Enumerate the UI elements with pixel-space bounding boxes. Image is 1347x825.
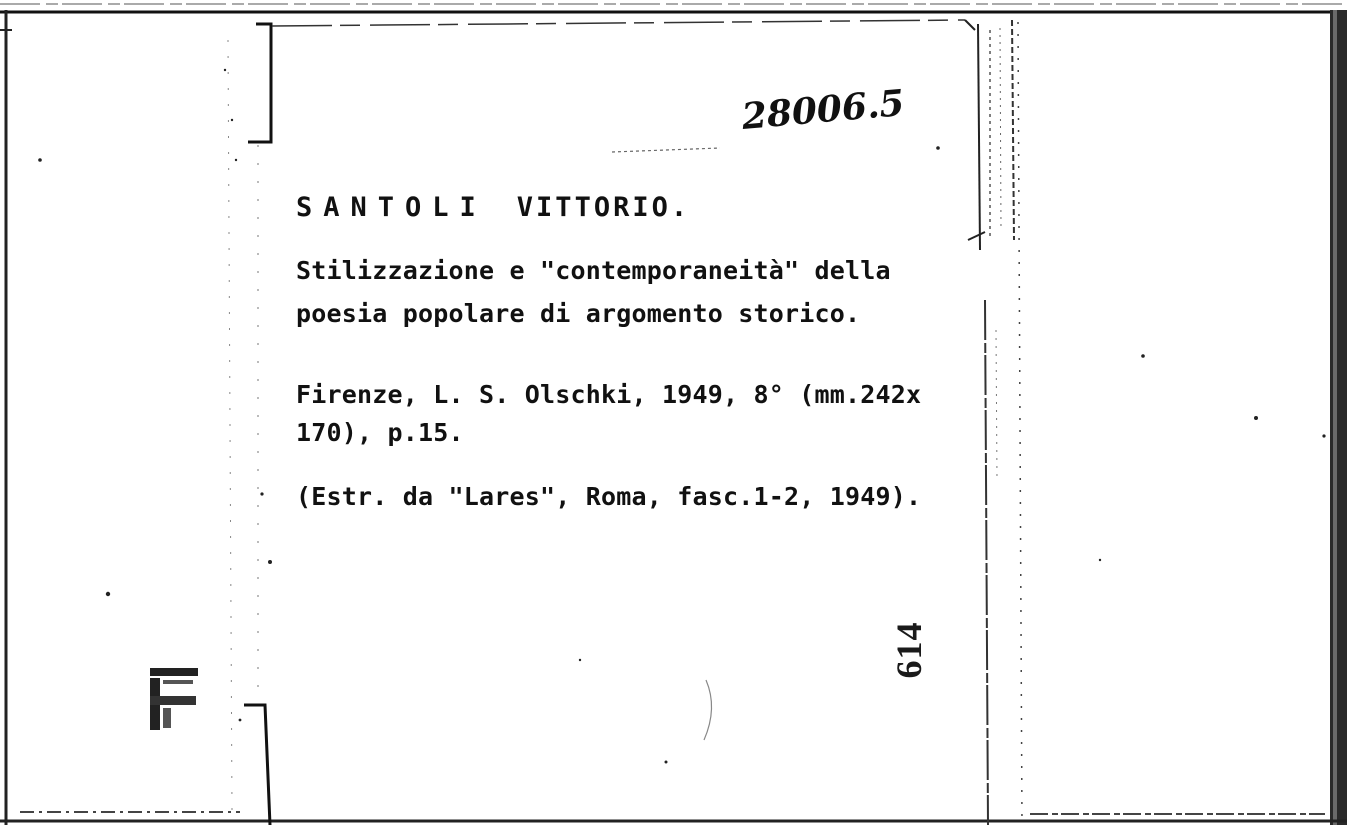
- title-line: poesia popolare di argomento storico.: [296, 299, 861, 328]
- imprint-line: Firenze, L. S. Olschki, 1949, 8° (mm.242x: [296, 380, 922, 409]
- faint-arc: [704, 680, 712, 740]
- right-border-texture: [1330, 10, 1347, 825]
- lower-left-print-mark: [150, 668, 198, 730]
- author-surname: SANTOLI: [296, 192, 487, 223]
- card-bracket-bottom: [244, 705, 270, 825]
- card-right-edge-lower: [985, 300, 988, 825]
- author-given-name: VITTORIO.: [516, 192, 691, 223]
- author-heading: [296, 192, 690, 223]
- card-top-edge: [272, 20, 965, 26]
- handwritten-accession-number: 28006.5: [740, 81, 907, 138]
- scan-specks: [38, 69, 1325, 764]
- shelf-mark: 614: [889, 621, 929, 679]
- imprint-line: 170), p.15.: [296, 418, 464, 447]
- card-right-strip: [975, 20, 1015, 250]
- left-panel-edge: [228, 40, 232, 810]
- dotted-rule: [612, 148, 720, 152]
- title-line: Stilizzazione e "contemporaneità" della: [296, 256, 891, 285]
- right-border-texture-light: [1333, 10, 1337, 825]
- extract-note: (Estr. da "Lares", Roma, fasc.1-2, 1949).: [296, 482, 922, 511]
- card-right-edge-speckle-3: [996, 330, 997, 480]
- card-bracket-top: [248, 24, 271, 142]
- right-panel-edge: [1018, 22, 1022, 825]
